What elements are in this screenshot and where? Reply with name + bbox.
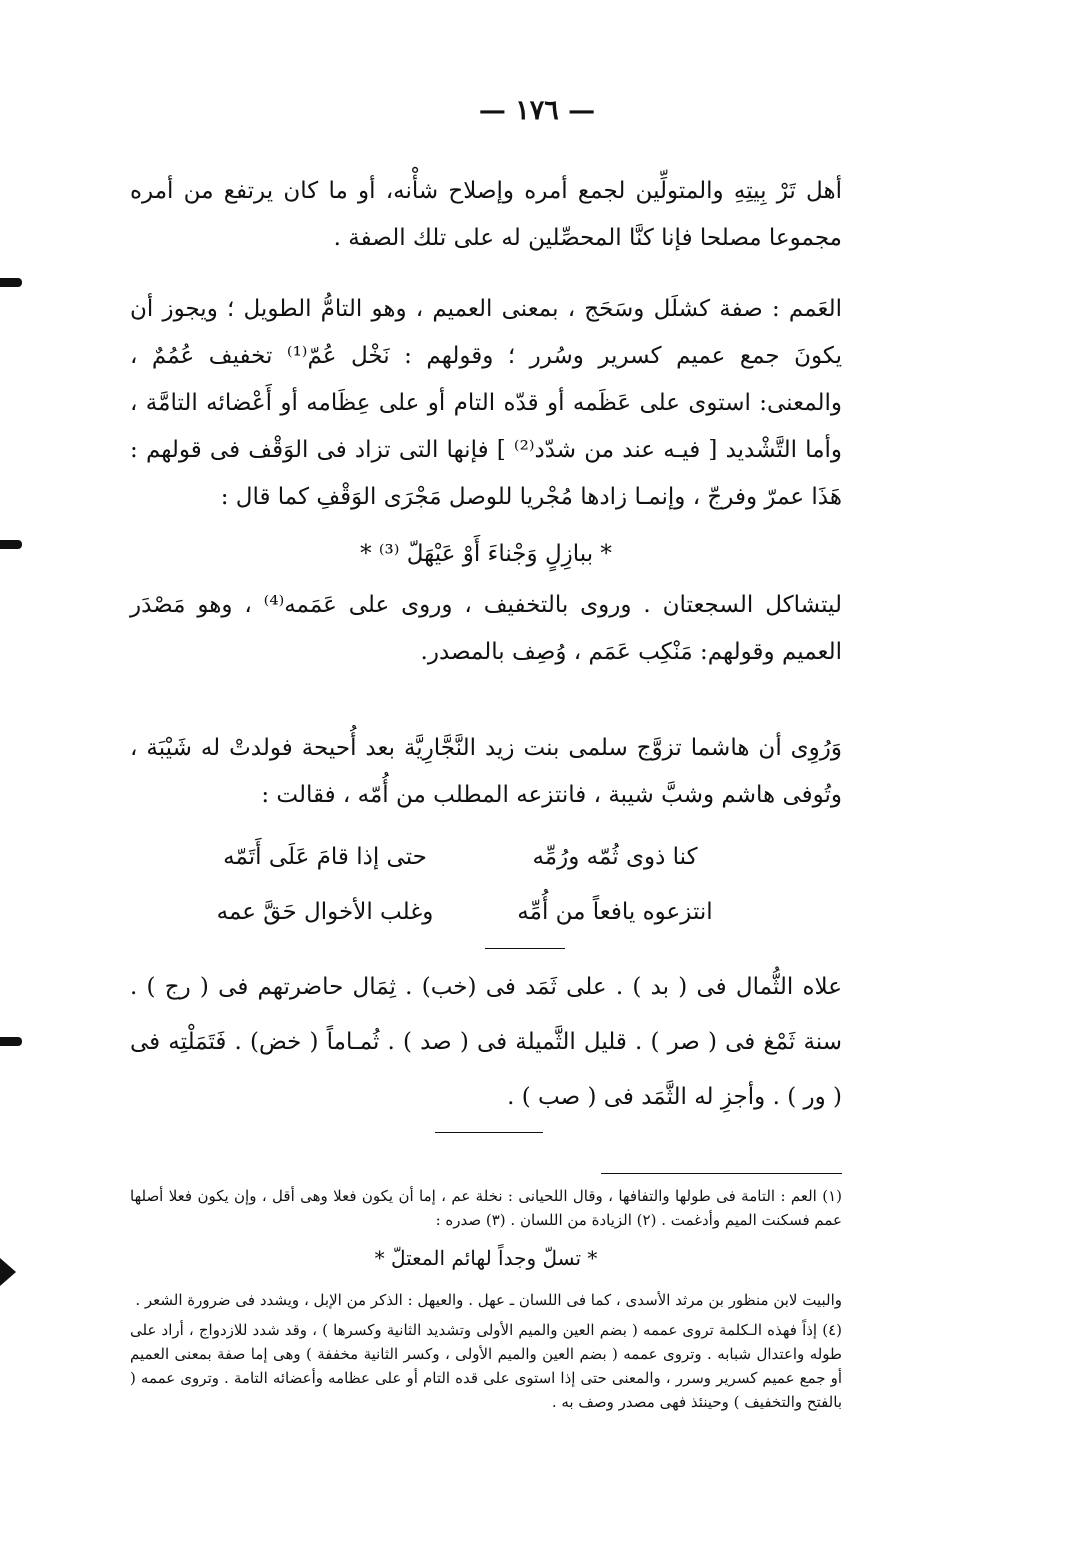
footnote-separator (601, 1173, 842, 1174)
poem-line (200, 830, 740, 885)
footnote-3-text: والبيت لابن منظور بن مرثد الأسدى ، كما فى اللسان ـ عهل . والعيهل : الذكر من الإبل ، ويشدد فى ضرورة الشعر . (135, 1291, 842, 1309)
main-text-top (130, 168, 842, 262)
paragraph-4: وَرُوِى أن هاشما تزوَّج سلمى بنت زيد النَّجَّارِيَّة بعد أُحيحة فولدتْ له شَيْبَة ، وتُوفى هاشم وشبَّ شيبة ، فانتزعه المطلب من أُمّه ، فقالت : (130, 735, 842, 808)
footnote-verse: * تسلّ وجداً لهائم المعتلّ * (374, 1246, 598, 1270)
paragraph-1: أهل تَرْ بِيتِهِ والمتولِّين لجمع أمره وإصلاح شأْنه، أو ما كان يرتفع من أمره مجموعا مصلحا فإنا كنَّا المحصِّلين له على تلك الصفة . (130, 178, 842, 251)
footnote-1-2-3: (١) العم : التامة فى طولها والتفافها ، وقال اللحيانى : نخلة عم ، إما أن يكون فعلا وهى أقل ، وإن يكون فعلا أصلها عمم فسكنت الميم وأدغمت . (٢) الزيادة من اللسان . (٣) صدره : (130, 1187, 842, 1229)
page-number: — ١٧٦ — (478, 95, 596, 126)
poem (200, 830, 740, 940)
main-text-lower (130, 725, 842, 819)
paragraph-3: ليتشاكل السجعتان . وروى بالتخفيف ، وروى على عَمَمه⁽⁴⁾ ، وهو مَصْدَر العميم وقولهم: مَنْكِب عَمَم ، وُصِف بالمصدر. (130, 592, 842, 665)
quoted-verse: * ببازِلٍ وَجْناءَ أَوْ عَيْهَلّ ⁽³⁾ * (360, 541, 612, 567)
footnote-4: (٤) إذاً فهذه الـكلمة تروى عممه ( بضم العين والميم الأولى وتشديد الثانية وكسرها ) ، وقد شدد للازدواج ، أراد على طوله واعتدال شبابه . وتروى عممه ( بضم العين والميم الأولى ، وكسر الثانية مخففة ) وهى إما صفة بمعنى العميم أو جمع عميم كسرير وسرر ، والمعنى حتى إذا استوى على قده التام أو على عظامه وأعضائه التامة . وتروى عممه ( بالفتح والتخفيف ) وحينئذ فهى مصدر وصف به . (130, 1321, 842, 1411)
hemistich-first: انتزعوه يافعاً من أُمِّه (517, 899, 713, 925)
margin-scan-mark (0, 278, 22, 287)
hemistich-second: حتى إذا قامَ عَلَى أَتَمّه (223, 844, 427, 870)
margin-scan-mark (0, 1037, 22, 1046)
section-divider (435, 1132, 543, 1133)
hemistich-first: كنا ذوى ثُمّه ورُمِّه (532, 844, 698, 870)
footnotes (130, 1184, 842, 1414)
section-divider (485, 948, 565, 949)
main-text-middle (130, 286, 842, 676)
poem-line (200, 885, 740, 940)
variant-references: علاه الثُّمال فى ( بد ) . على ثَمَد فى (خب) . ثِمَال حاضرتهم فى ( رج ) . سنة ثَمْغ فى ( صر ) . قليل الثَّميلة فى ( صد ) . ثُمـاماً ( خض) . فَتَمَلْتِه فى ( ور ) . وأجزِ له الثَّمَد فى ( صب ) . (130, 974, 842, 1110)
hemistich-second: وغلب الأخوال حَقَّ عمه (216, 899, 434, 925)
paragraph-2: العَمم : صفة كشلَل وسَحَج ، بمعنى العميم ، وهو التامُّ الطويل ؛ ويجوز أن يكونَ جمع عميم كسرير وسُرر ؛ وقولهم : نَخْل عُمّ⁽¹⁾ تخفيف عُمُمٌ ، والمعنى: استوى على عَظَمه أو قدّه التام أو على عِظَامه أو أَعْضائه التامَّة ، وأما التَّشْديد [ فيـه عند من شدّد⁽²⁾ ] فإنها التى تزاد فى الوَقْف فى قولهم : هَذَا عمرّ وفرجّ ، وإنمـا زادها مُجْريا للوصل مَجْرَى الوَقْفِ كما قال : (130, 296, 843, 510)
margin-arrow-mark (0, 1258, 16, 1286)
margin-scan-mark (0, 540, 22, 549)
